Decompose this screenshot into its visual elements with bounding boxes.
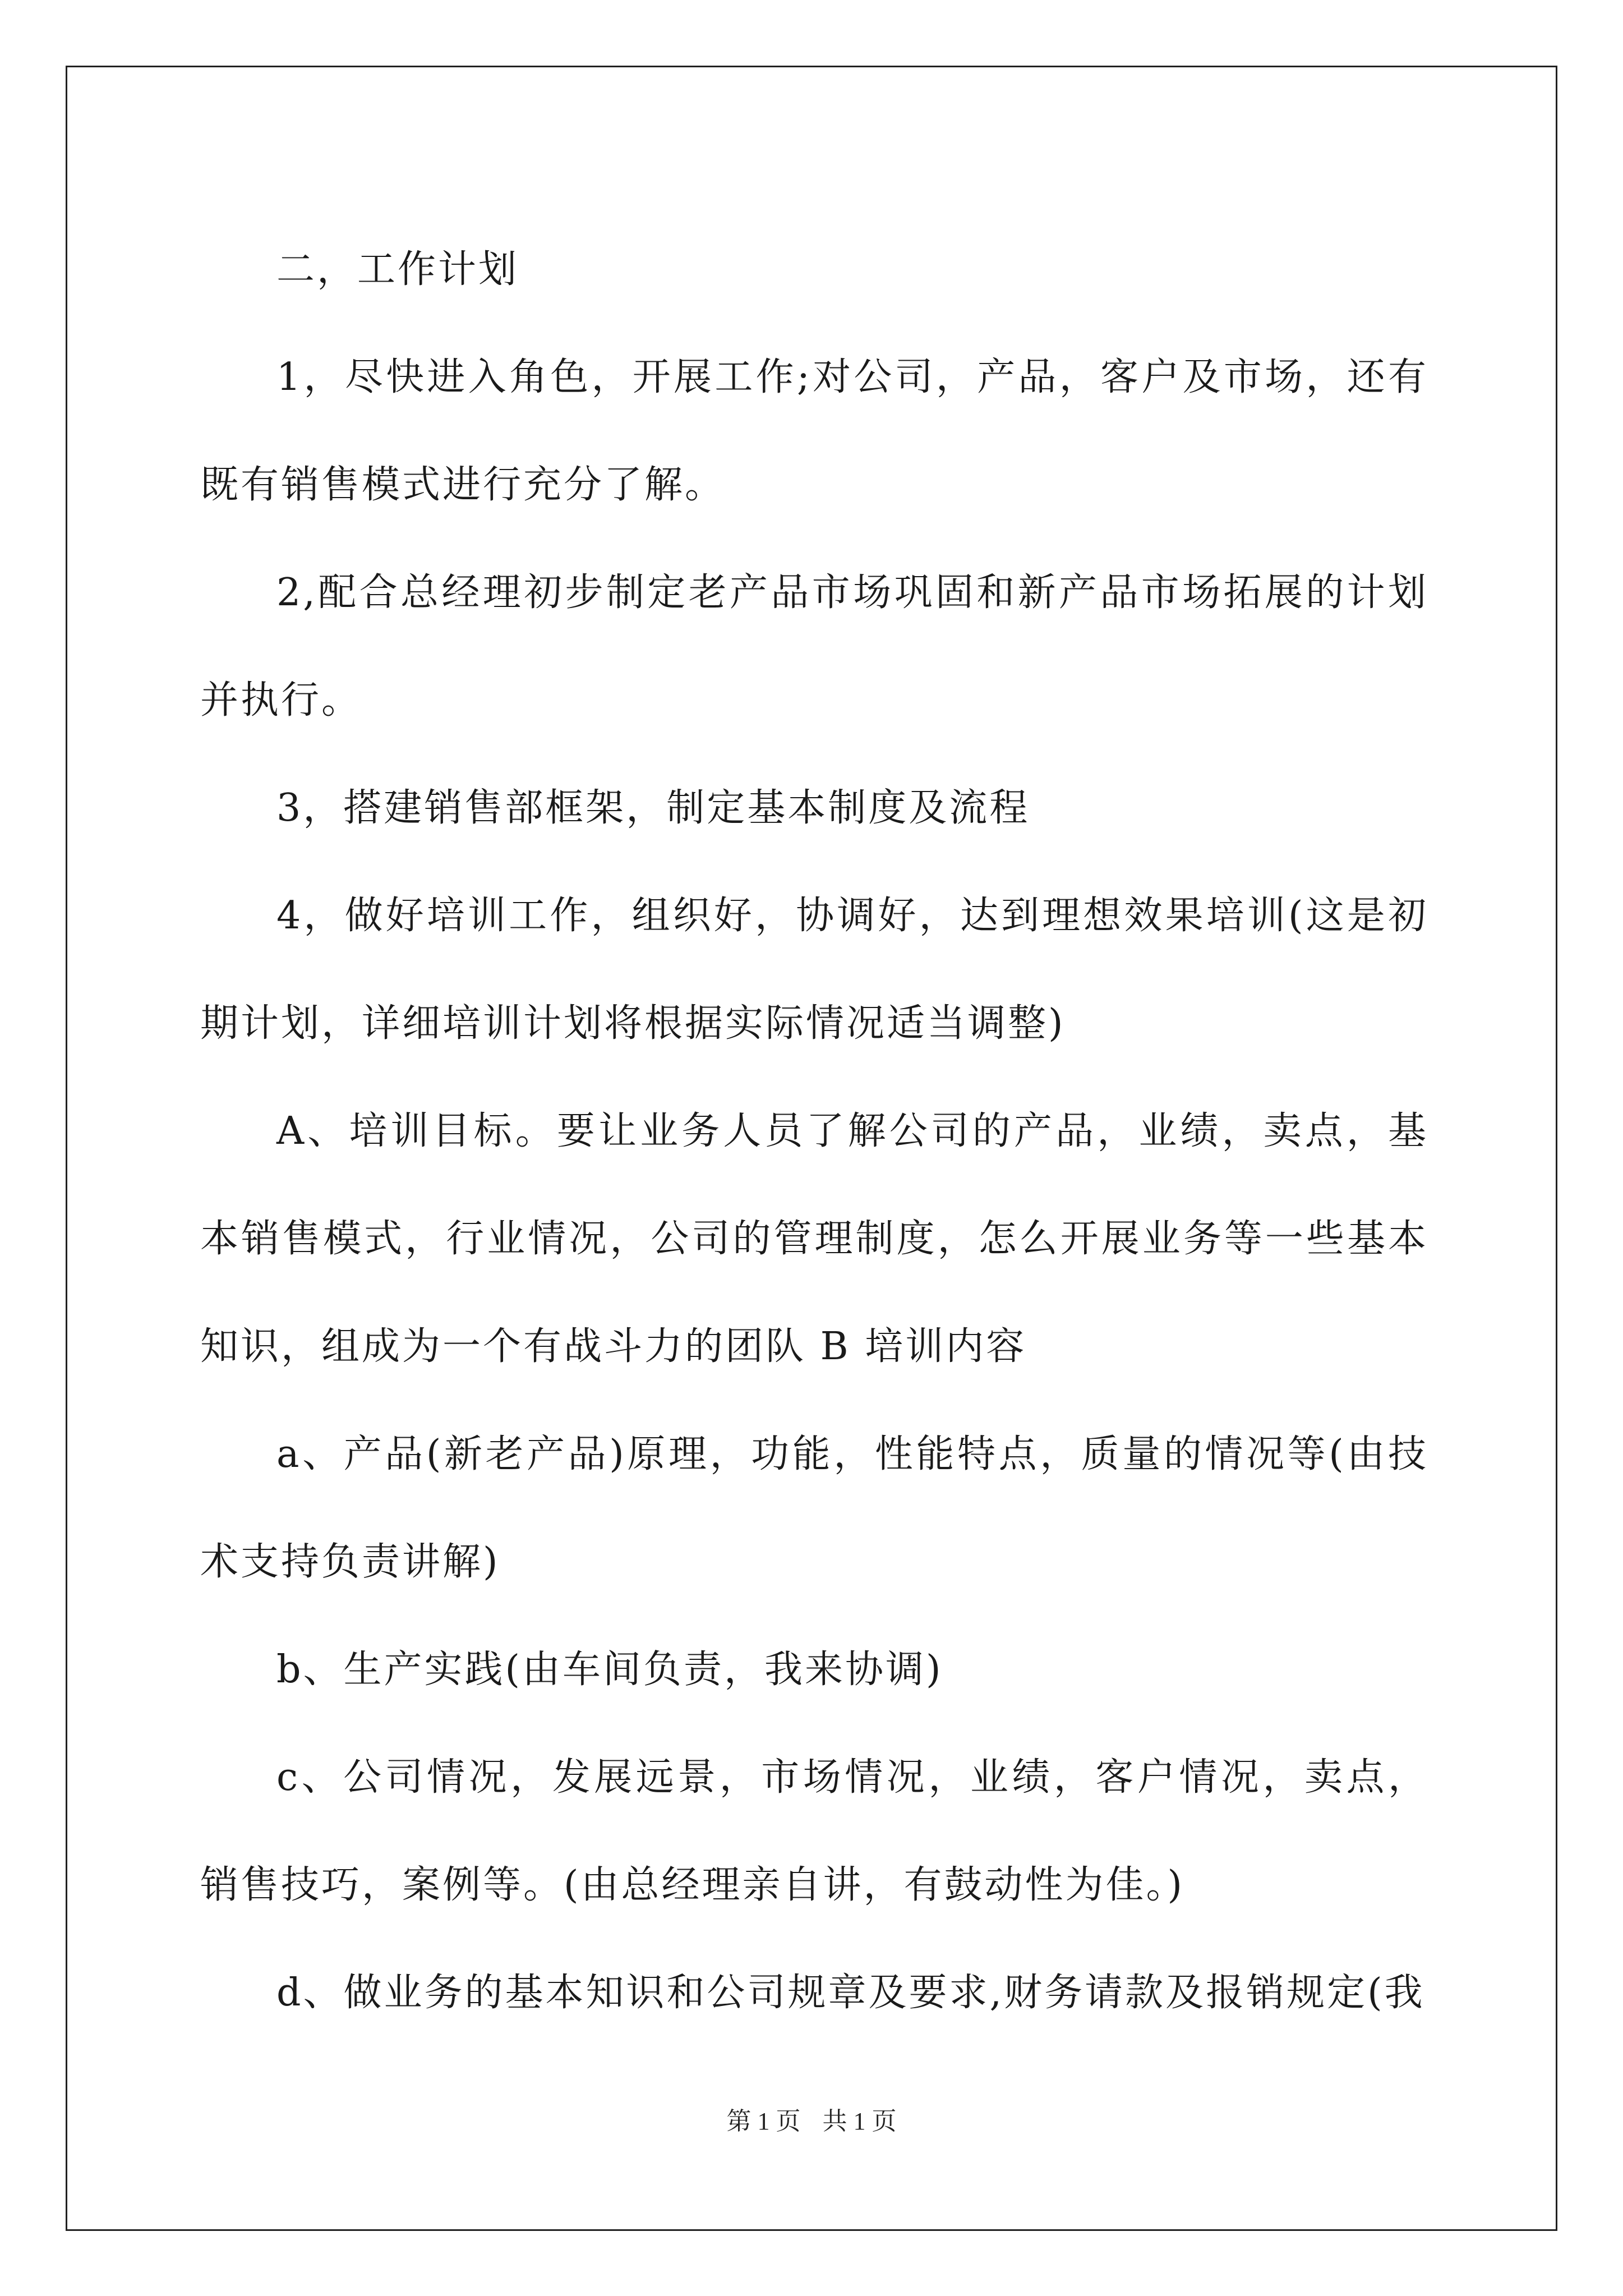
- paragraph-training-c: c、公司情况，发展远景，市场情况，业绩，客户情况，卖点，销售技巧，案例等。(由总经理亲自讲，有鼓动性为佳。): [200, 1755, 1428, 1907]
- paragraph-training-b: b、生产实践(由车间负责，我来协调): [276, 1648, 943, 1692]
- paragraph-item-1: 1，尽快进入角色，开展工作;对公司，产品，客户及市场，还有既有销售模式进行充分了解。: [200, 355, 1428, 507]
- page-number-total: 共 1 页: [822, 2108, 897, 2135]
- paragraph-training-goal: A、培训目标。要让业务人员了解公司的产品，业绩，卖点，基本销售模式，行业情况，公司的管理制度，怎么开展业务等一些基本知识，组成为一个有战斗力的团队 B 培训内容: [200, 1109, 1428, 1369]
- paragraph-item-3: 3，搭建销售部框架，制定基本制度及流程: [276, 786, 1030, 830]
- page-footer: [0, 2101, 1623, 2137]
- paragraph-training-d: d、做业务的基本知识和公司规章及要求,财务请款及报销规定(我: [276, 1971, 1425, 2015]
- paragraph-item-2: 2,配合总经理初步制定老产品市场巩固和新产品市场拓展的计划并执行。: [200, 570, 1428, 723]
- heading-work-plan: 二，工作计划: [276, 247, 519, 292]
- paragraph-training-a: a、产品(新老产品)原理，功能，性能特点，质量的情况等(由技术支持负责讲解): [200, 1432, 1428, 1584]
- page-number-current: 第 1 页: [726, 2108, 801, 2135]
- document-body: [200, 216, 1428, 2047]
- paragraph-item-4: 4，做好培训工作，组织好，协调好，达到理想效果培训(这是初期计划，详细培训计划将根据实际情况适当调整): [200, 894, 1428, 1046]
